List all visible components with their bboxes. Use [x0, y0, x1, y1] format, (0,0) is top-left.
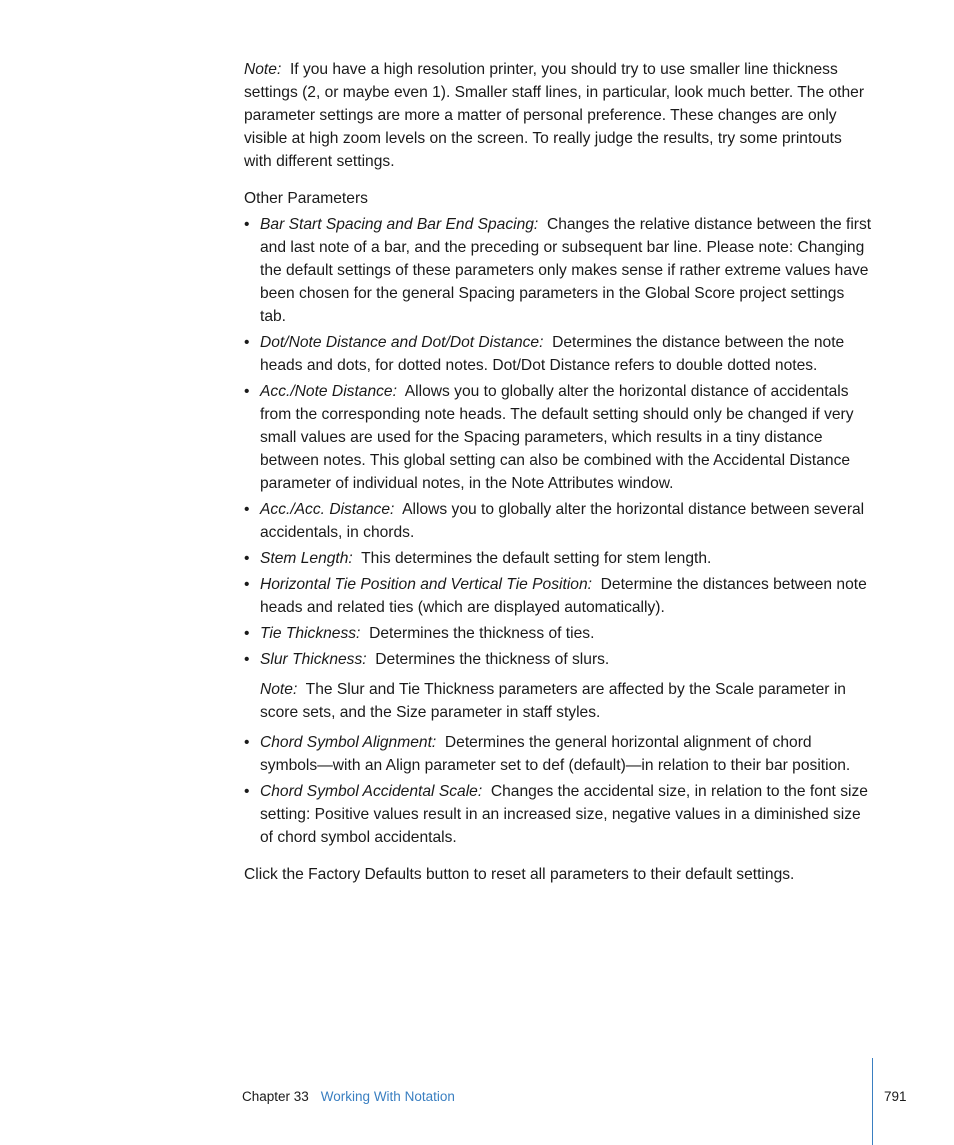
param-name: Chord Symbol Accidental Scale:: [260, 783, 483, 800]
note-paragraph: [244, 58, 872, 173]
bullet: •: [244, 576, 250, 593]
inner-note: [244, 678, 872, 724]
closing-paragraph: Click the Factory Defaults button to reset all parameters to their default settings.: [244, 866, 795, 883]
chapter-title-link[interactable]: Working With Notation: [320, 1089, 455, 1104]
bullet: •: [244, 651, 250, 668]
list-item: [244, 648, 872, 671]
param-desc: This determines the default setting for stem length.: [361, 550, 712, 567]
list-item: [244, 380, 872, 495]
parameter-list: [244, 213, 872, 671]
note-label: Note:: [244, 61, 282, 78]
page-number: 791: [884, 1089, 907, 1104]
param-name: Tie Thickness:: [260, 625, 361, 642]
list-item: [244, 622, 872, 645]
note-label: Note:: [260, 681, 298, 698]
param-name: Bar Start Spacing and Bar End Spacing:: [260, 216, 539, 233]
bullet: •: [244, 550, 250, 567]
section-heading: Other Parameters: [244, 190, 368, 207]
list-item: [244, 498, 872, 544]
param-desc: Determine the distances between note heads and related ties (which are displayed automatically).: [260, 576, 867, 616]
bullet: •: [244, 783, 250, 800]
param-name: Acc./Acc. Distance:: [260, 501, 395, 518]
param-desc: Determines the general horizontal alignment of chord symbols—with an Align parameter set to def (default)—in relation to their bar position.: [260, 734, 851, 774]
list-item: [244, 780, 872, 849]
page-body: [244, 58, 872, 886]
list-item: [244, 331, 872, 377]
param-desc: Determines the thickness of ties.: [369, 625, 595, 642]
bullet: •: [244, 501, 250, 518]
bullet: •: [244, 383, 250, 400]
note-text: If you have a high resolution printer, you should try to use smaller line thickness settings (2, or maybe even 1). Smaller staff lines, in particular, look much better. The other parameter settings are more a matter of personal preference. These changes are only visible at high zoom levels on the screen. To really judge the results, try some printouts with different settings.: [244, 61, 865, 170]
page-footer: [242, 1088, 455, 1106]
chapter-number: Chapter 33: [242, 1089, 309, 1104]
param-name: Slur Thickness:: [260, 651, 367, 668]
param-desc: Determines the distance between the note heads and dots, for dotted notes. Dot/Dot Distance refers to double dotted notes.: [260, 334, 845, 374]
param-name: Horizontal Tie Position and Vertical Tie Position:: [260, 576, 592, 593]
param-name: Dot/Note Distance and Dot/Dot Distance:: [260, 334, 544, 351]
list-item: [244, 213, 872, 328]
bullet: •: [244, 625, 250, 642]
param-name: Stem Length:: [260, 550, 353, 567]
bullet: •: [244, 216, 250, 233]
note-text: The Slur and Tie Thickness parameters are affected by the Scale parameter in score sets, and the Size parameter in staff styles.: [260, 681, 846, 721]
bullet: •: [244, 334, 250, 351]
list-item: [244, 731, 872, 777]
param-desc: Changes the relative distance between the first and last note of a bar, and the preceding or subsequent bar line. Please note: Changing the default settings of these parameters only makes sense if rather extreme values have been chosen for the general Spacing parameters in the Global Score project settings tab.: [260, 216, 872, 325]
param-desc: Determines the thickness of slurs.: [375, 651, 610, 668]
param-name: Chord Symbol Alignment:: [260, 734, 437, 751]
param-desc: Allows you to globally alter the horizontal distance of accidentals from the corresponding note heads. The default setting should only be changed if very small values are used for the Spacing parameters, which results in a tiny distance between notes. This global setting can also be combined with the Accidental Distance parameter of individual notes, in the Note Attributes window.: [260, 383, 854, 492]
bullet: •: [244, 734, 250, 751]
footer-divider: [872, 1058, 873, 1145]
param-desc: Allows you to globally alter the horizontal distance between several accidentals, in chords.: [260, 501, 865, 541]
parameter-list-continued: [244, 731, 872, 849]
list-item: [244, 573, 872, 619]
param-desc: Changes the accidental size, in relation to the font size setting: Positive values result in an increased size, negative values in a diminished size of chord symbol accidentals.: [260, 783, 868, 846]
param-name: Acc./Note Distance:: [260, 383, 397, 400]
list-item: [244, 547, 872, 570]
